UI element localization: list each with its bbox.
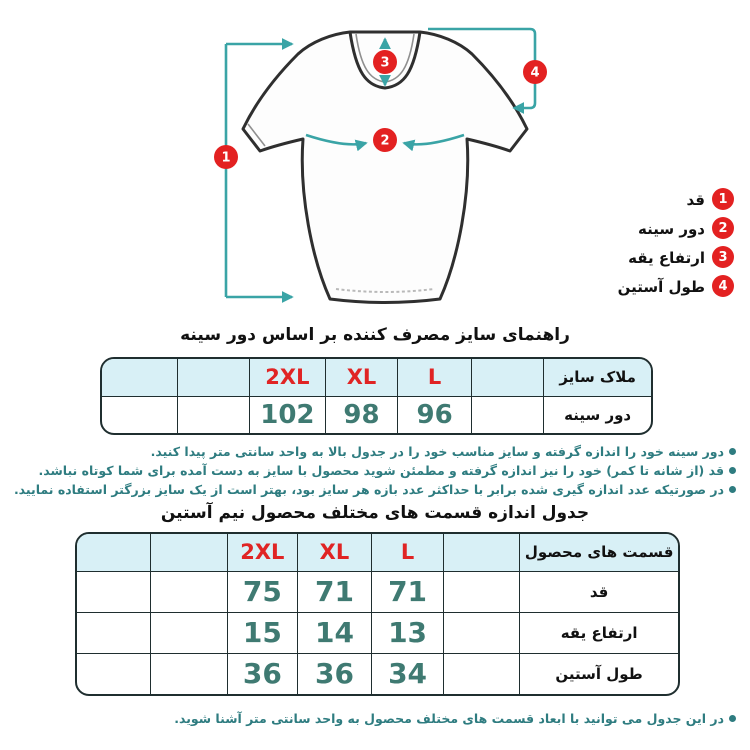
empty-cell bbox=[77, 534, 150, 571]
empty-cell bbox=[77, 571, 150, 612]
empty-cell bbox=[444, 653, 520, 694]
empty-cell bbox=[177, 359, 249, 396]
measurement-legend bbox=[618, 188, 734, 297]
parts-header-row bbox=[77, 534, 678, 571]
sleeve-row-label: طول آستین bbox=[520, 653, 678, 694]
size-guide-table bbox=[100, 357, 653, 435]
empty-cell bbox=[102, 396, 177, 433]
length-row-label: قد bbox=[520, 571, 678, 612]
length-xl-value: 71 bbox=[297, 571, 371, 612]
empty-cell bbox=[444, 612, 520, 653]
parts-measure-table bbox=[75, 532, 680, 696]
size-2xl-header: 2XL bbox=[227, 534, 297, 571]
marker-4-sleeve bbox=[523, 60, 547, 84]
empty-cell bbox=[472, 396, 544, 433]
sleeve-row bbox=[77, 653, 678, 694]
legend-item-length bbox=[618, 188, 734, 210]
chest-measure-row bbox=[102, 396, 651, 433]
legend-label-length: قد bbox=[686, 190, 705, 209]
legend-badge-1: 1 bbox=[712, 188, 734, 210]
size-guide-notes bbox=[13, 442, 736, 499]
empty-cell bbox=[150, 612, 227, 653]
collar-l-value: 13 bbox=[372, 612, 444, 653]
length-row bbox=[77, 571, 678, 612]
chest-row-label: دور سینه bbox=[544, 396, 651, 433]
legend-badge-4: 4 bbox=[712, 275, 734, 297]
empty-cell bbox=[150, 571, 227, 612]
size-xl-header: XL bbox=[297, 534, 371, 571]
parts-header-label: قسمت های محصول bbox=[520, 534, 678, 571]
marker-2-chest bbox=[373, 128, 397, 152]
collar-row-label: ارتفاع یقه bbox=[520, 612, 678, 653]
size-2xl-header: 2XL bbox=[249, 359, 325, 396]
tshirt-outline-graphic bbox=[243, 32, 548, 303]
size-guide-header-row bbox=[102, 359, 651, 396]
empty-cell bbox=[150, 534, 227, 571]
legend-label-sleeve: طول آستین bbox=[617, 277, 705, 296]
bullet-dot bbox=[729, 715, 736, 722]
marker-3-collar bbox=[373, 50, 397, 74]
marker-1-length bbox=[214, 145, 238, 169]
collar-row bbox=[77, 612, 678, 653]
svg-text:4: 4 bbox=[530, 65, 540, 81]
note-line: قد (از شانه تا کمر) خود را نیز اندازه گرفته و مطمئن شوید محصول با سایز به دست آمده برای شما کوتاه نباشد. bbox=[20, 461, 736, 480]
note-line: در این جدول می توانید با ابعاد قسمت های مختلف محصول به واحد سانتی متر آشنا شوید. bbox=[20, 709, 736, 728]
size-guide-title: راهنمای سایز مصرف کننده بر اساس دور سینه bbox=[180, 325, 570, 345]
legend-label-chest: دور سینه bbox=[638, 219, 705, 238]
sleeve-xl-value: 36 bbox=[297, 653, 371, 694]
bullet-dot bbox=[729, 448, 736, 455]
bullet-dot bbox=[729, 467, 736, 474]
tshirt-measurement-diagram bbox=[196, 24, 548, 314]
empty-cell bbox=[444, 571, 520, 612]
empty-cell bbox=[472, 359, 544, 396]
sleeve-2xl-value: 36 bbox=[227, 653, 297, 694]
svg-text:1: 1 bbox=[221, 150, 231, 166]
legend-badge-3: 3 bbox=[712, 246, 734, 268]
legend-item-collar bbox=[618, 246, 734, 268]
svg-text:3: 3 bbox=[380, 55, 390, 71]
parts-table-note bbox=[20, 709, 736, 728]
svg-text:2: 2 bbox=[380, 133, 390, 149]
collar-xl-value: 14 bbox=[297, 612, 371, 653]
chest-2xl-value: 102 bbox=[249, 396, 325, 433]
size-l-header: L bbox=[372, 534, 444, 571]
legend-item-sleeve bbox=[618, 275, 734, 297]
size-xl-header: XL bbox=[325, 359, 397, 396]
empty-cell bbox=[444, 534, 520, 571]
sleeve-l-value: 34 bbox=[372, 653, 444, 694]
length-l-value: 71 bbox=[372, 571, 444, 612]
legend-label-collar: ارتفاع یقه bbox=[628, 248, 705, 267]
bullet-dot bbox=[729, 486, 736, 493]
chest-l-value: 96 bbox=[398, 396, 472, 433]
empty-cell bbox=[77, 612, 150, 653]
size-criterion-header: ملاک سایز bbox=[544, 359, 651, 396]
parts-table-title: جدول اندازه قسمت های مختلف محصول نیم آستین bbox=[160, 503, 590, 523]
note-line: دور سینه خود را اندازه گرفته و سایز مناسب خود را در جدول بالا به واحد سانتی متر پیدا کنید. bbox=[20, 442, 736, 461]
legend-badge-2: 2 bbox=[712, 217, 734, 239]
size-l-header: L bbox=[398, 359, 472, 396]
collar-2xl-value: 15 bbox=[227, 612, 297, 653]
empty-cell bbox=[77, 653, 150, 694]
chest-xl-value: 98 bbox=[325, 396, 397, 433]
empty-cell bbox=[150, 653, 227, 694]
note-line: در صورتیکه عدد اندازه گیری شده برابر با حداکثر عدد بازه هر سایز بود، بهتر است از یک سایز بزرگتر استفاده نمایید. bbox=[20, 480, 736, 499]
empty-cell bbox=[102, 359, 177, 396]
legend-item-chest bbox=[618, 217, 734, 239]
empty-cell bbox=[177, 396, 249, 433]
length-2xl-value: 75 bbox=[227, 571, 297, 612]
